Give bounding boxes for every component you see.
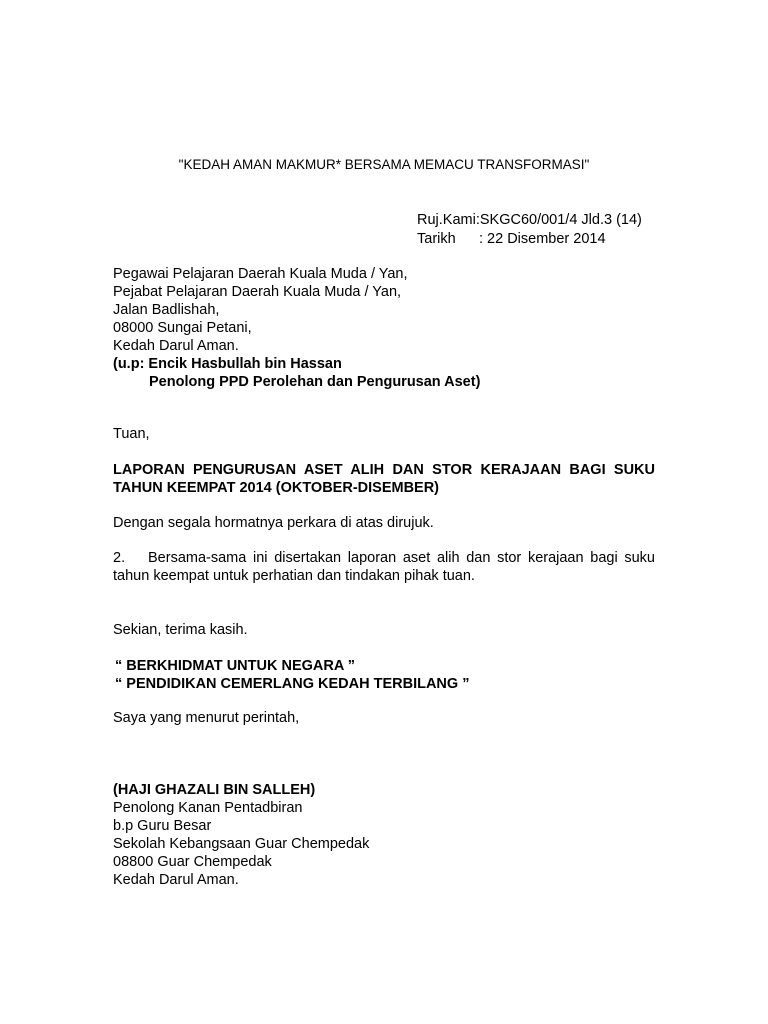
closing: Sekian, terima kasih. bbox=[113, 622, 248, 638]
recipient-line-4: 08000 Sungai Petani, bbox=[113, 320, 252, 336]
slogan-2: “ PENDIDIKAN CEMERLANG KEDAH TERBILANG ” bbox=[115, 676, 470, 692]
reference-number: Ruj.Kami:SKGC60/001/4 Jld.3 (14) bbox=[417, 212, 642, 228]
paragraph-2 bbox=[113, 549, 655, 585]
date-value: : 22 Disember 2014 bbox=[479, 231, 606, 247]
recipient-line-5: Kedah Darul Aman. bbox=[113, 338, 239, 354]
sender-title: Penolong Kanan Pentadbiran bbox=[113, 800, 303, 816]
sender-name: (HAJI GHAZALI BIN SALLEH) bbox=[113, 782, 316, 798]
sender-postcode-town: 08800 Guar Chempedak bbox=[113, 854, 272, 870]
sender-state: Kedah Darul Aman. bbox=[113, 872, 239, 888]
sign-off: Saya yang menurut perintah, bbox=[113, 710, 300, 726]
recipient-line-1: Pegawai Pelajaran Daerah Kuala Muda / Yan, bbox=[113, 266, 408, 282]
paragraph-2-number: 2. bbox=[113, 550, 126, 566]
salutation: Tuan, bbox=[113, 426, 150, 442]
letter-date bbox=[417, 230, 606, 248]
slogan-1: “ BERKHIDMAT UNTUK NEGARA ” bbox=[115, 658, 356, 674]
attention-line-2: Penolong PPD Perolehan dan Pengurusan Aset) bbox=[149, 374, 481, 390]
sender-on-behalf: b.p Guru Besar bbox=[113, 818, 212, 834]
date-label: Tarikh bbox=[417, 231, 456, 247]
recipient-line-3: Jalan Badlishah, bbox=[113, 302, 220, 318]
paragraph-2-text: Bersama-sama ini disertakan laporan aset alih dan stor kerajaan bagi suku tahun keempat untuk perhatian dan tindakan pihak tuan. bbox=[113, 550, 655, 584]
paragraph-1: Dengan segala hormatnya perkara di atas dirujuk. bbox=[113, 515, 434, 531]
sender-school: Sekolah Kebangsaan Guar Chempedak bbox=[113, 836, 370, 852]
letter-subject: LAPORAN PENGURUSAN ASET ALIH DAN STOR KERAJAAN BAGI SUKU TAHUN KEEMPAT 2014 (OKTOBER-DISEMBER) bbox=[113, 462, 655, 496]
recipient-line-2: Pejabat Pelajaran Daerah Kuala Muda / Yan, bbox=[113, 284, 402, 300]
letter-motto: "KEDAH AMAN MAKMUR* BERSAMA MEMACU TRANSFORMASI" bbox=[178, 157, 590, 172]
attention-line-1: (u.p: Encik Hasbullah bin Hassan bbox=[113, 356, 342, 372]
